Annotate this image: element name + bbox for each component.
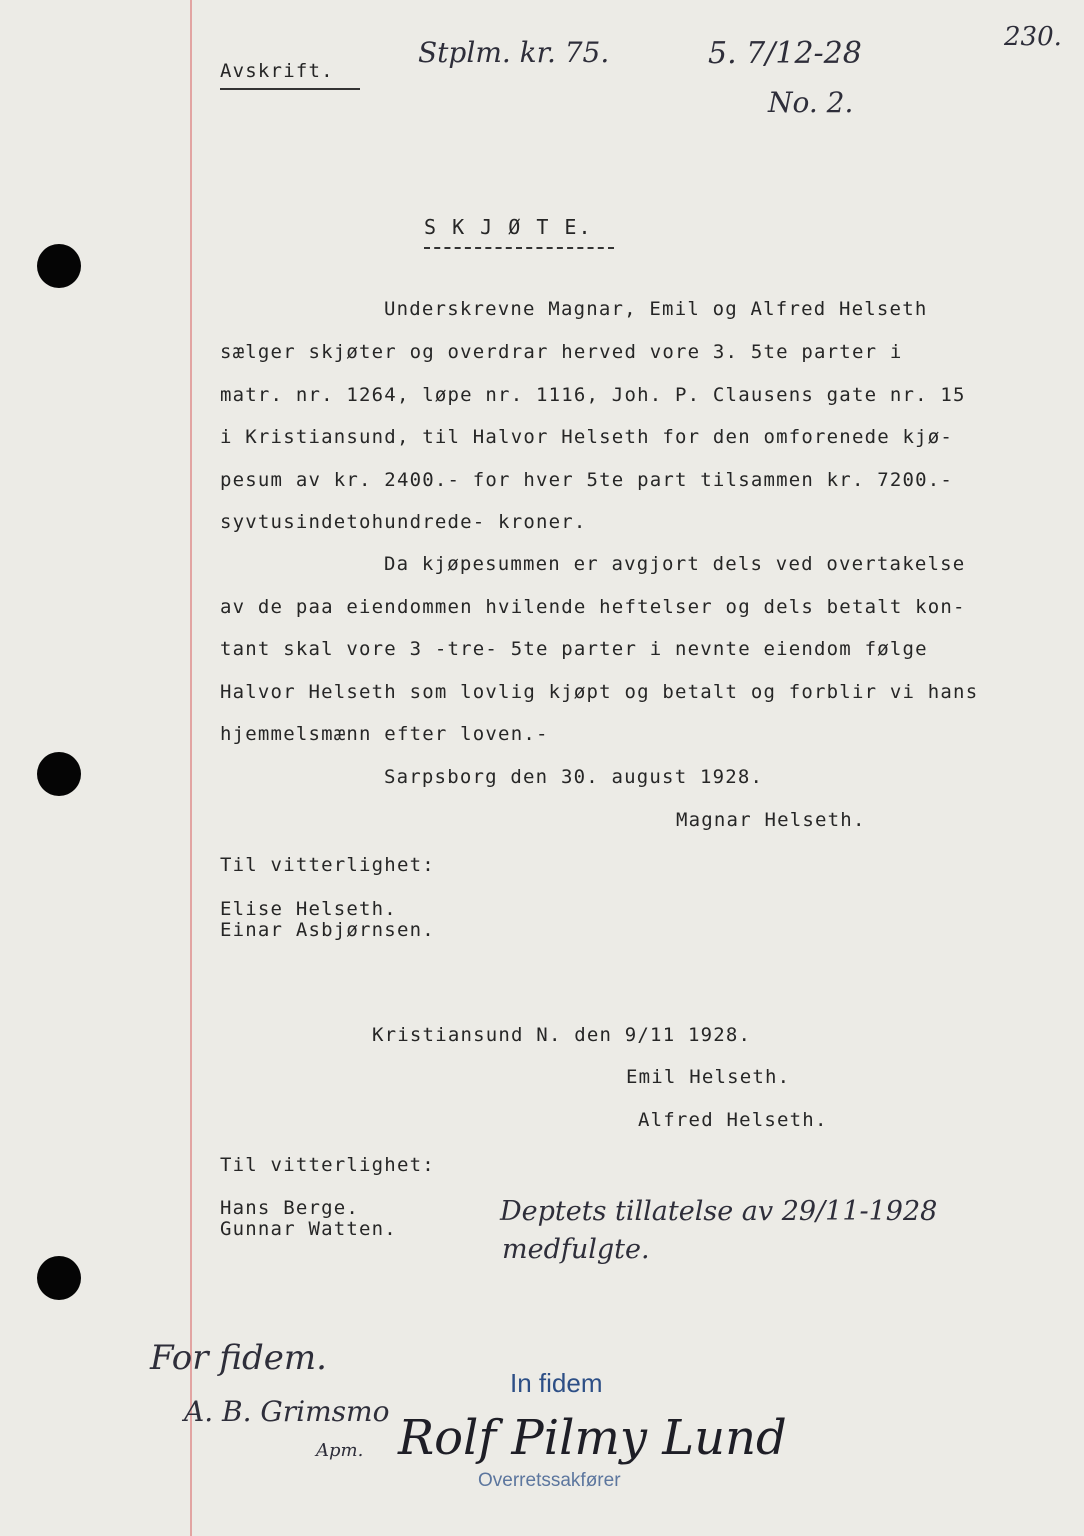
margin-line <box>190 0 192 1536</box>
body-line: matr. nr. 1264, løpe nr. 1116, Joh. P. Clausens gate nr. 15 <box>220 384 966 406</box>
punch-hole <box>37 752 81 796</box>
body-line: Underskrevne Magnar, Emil og Alfred Helseth <box>384 298 928 320</box>
witness-name: Hans Berge. <box>220 1197 360 1219</box>
witness-label: Til vitterlighet: <box>220 854 435 876</box>
handwritten-signature-right: Rolf Pilmy Lund <box>398 1410 787 1466</box>
handwritten-signature-left-title: Apm. <box>316 1440 364 1461</box>
witness-name: Gunnar Watten. <box>220 1218 397 1240</box>
punch-hole <box>37 244 81 288</box>
page-number: 230. <box>1004 22 1062 52</box>
place-date-kristiansund: Kristiansund N. den 9/11 1928. <box>372 1024 752 1046</box>
handwritten-note-line: Deptets tillatelse av 29/11-1928 <box>500 1196 938 1227</box>
body-line: syvtusindetohundrede- kroner. <box>220 511 587 533</box>
title-underline <box>424 247 614 249</box>
signer-alfred: Alfred Helseth. <box>638 1109 828 1131</box>
witness-label: Til vitterlighet: <box>220 1154 435 1176</box>
avskrift-underline <box>220 88 360 90</box>
handwritten-for-fidem: For fidem. <box>150 1338 327 1378</box>
body-line: i Kristiansund, til Halvor Helseth for den omforenede kjø- <box>220 426 954 448</box>
registration-number-note: No. 2. <box>768 86 854 119</box>
body-line: Da kjøpesummen er avgjort dels ved overtakelse <box>384 553 966 575</box>
document-title: S K J Ø T E. <box>424 215 593 239</box>
body-line: tant skal vore 3 -tre- 5te parter i nevnte eiendom følge <box>220 638 928 660</box>
registration-date-note: 5. 7/12-28 <box>708 36 862 71</box>
body-line: av de paa eiendommen hvilende heftelser og dels betalt kon- <box>220 596 966 618</box>
overretssakforer-stamp: Overretssakfører <box>478 1470 621 1491</box>
body-line: sælger skjøter og overdrar herved vore 3. 5te parter i <box>220 341 903 363</box>
signer-emil: Emil Helseth. <box>626 1066 791 1088</box>
handwritten-signature-left: A. B. Grimsmo <box>184 1395 390 1428</box>
in-fidem-stamp: In fidem <box>510 1368 603 1398</box>
witness-name: Einar Asbjørnsen. <box>220 919 435 941</box>
stamp-duty-note: Stplm. kr. 75. <box>418 36 610 69</box>
body-line: Halvor Helseth som lovlig kjøpt og betalt og forblir vi hans <box>220 681 979 703</box>
witness-name: Elise Helseth. <box>220 898 397 920</box>
body-line: hjemmelsmænn efter loven.- <box>220 723 549 745</box>
handwritten-note-line: medfulgte. <box>502 1234 650 1265</box>
punch-hole <box>37 1256 81 1300</box>
avskrift-label: Avskrift. <box>220 60 334 82</box>
body-line: pesum av kr. 2400.- for hver 5te part tilsammen kr. 7200.- <box>220 469 954 491</box>
signer-magnar: Magnar Helseth. <box>676 809 866 831</box>
place-date-sarpsborg: Sarpsborg den 30. august 1928. <box>384 766 764 788</box>
